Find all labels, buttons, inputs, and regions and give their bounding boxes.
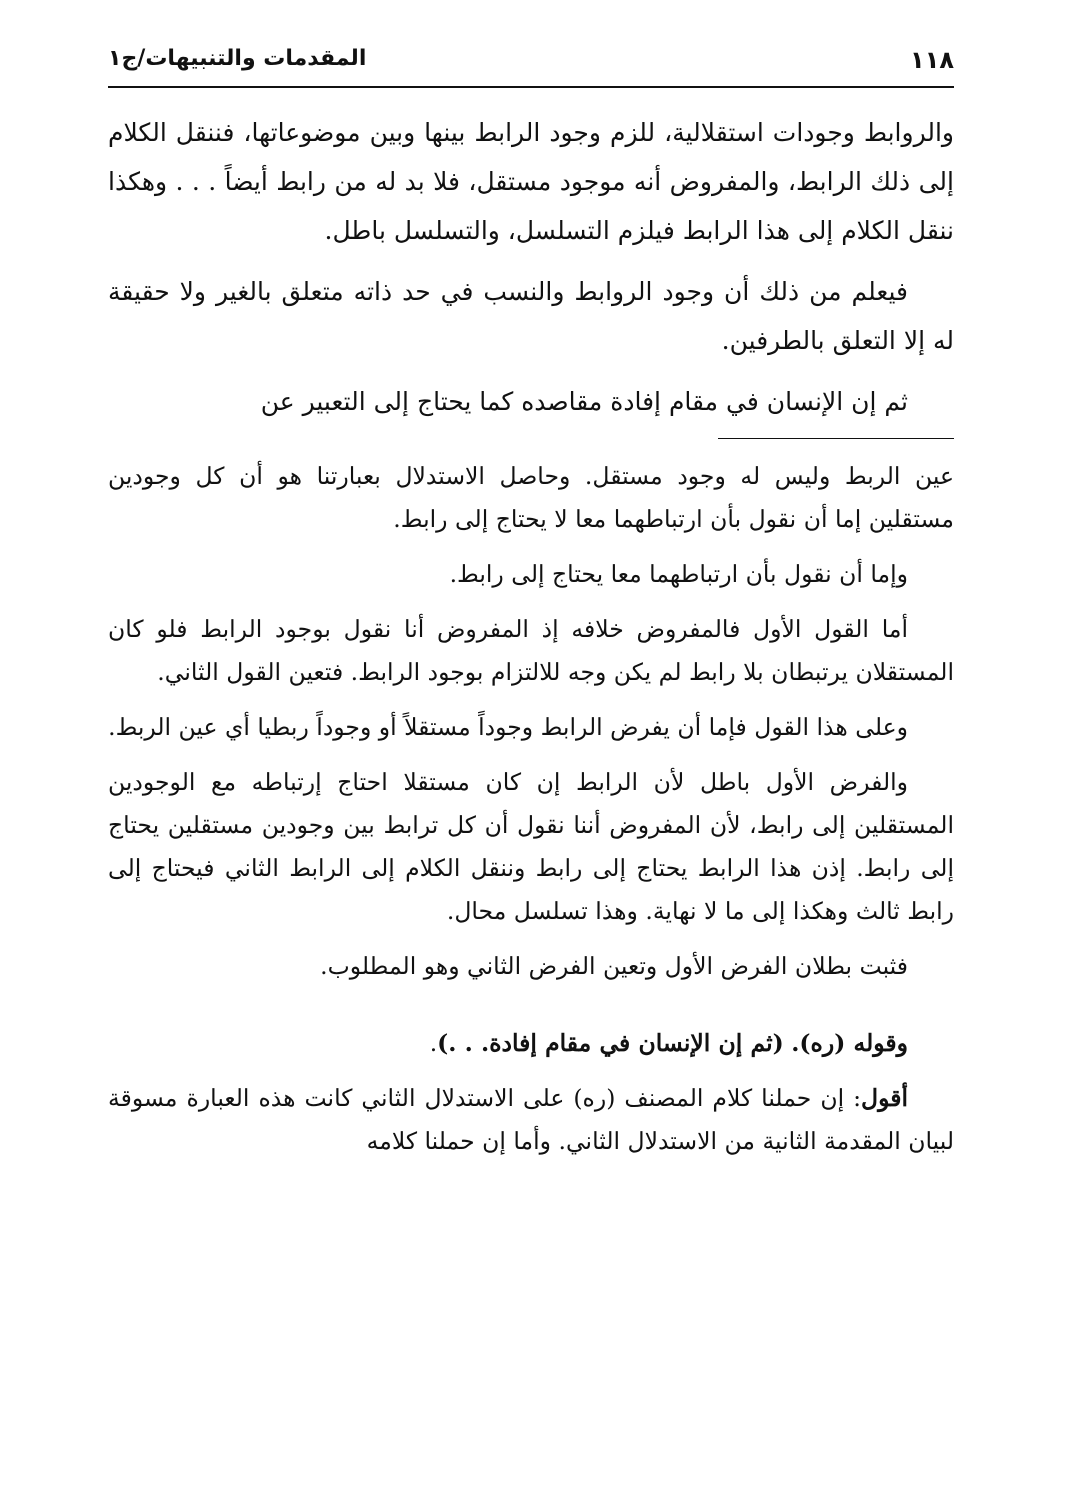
commentary-text (108, 455, 954, 1163)
main-paragraph-3: ثم إن الإنسان في مقام إفادة مقاصده كما يحتاج إلى التعبير عن (260, 387, 908, 416)
running-title: المقدمات والتنبيهات/ج١ (108, 46, 367, 71)
quote-text: (ثم إن الإنسان في مقام إفادة. . .) (437, 1029, 784, 1057)
commentary-paragraph-2: وإما أن نقول بأن ارتباطهما معا يحتاج إلى رابط. (449, 560, 908, 588)
page-number: ١١٨ (910, 46, 954, 74)
page-header (108, 40, 954, 88)
commentary-paragraph-5: والفرض الأول باطل لأن الرابط إن كان مستقلا احتاج إرتباطه مع الوجودين المستقلين إلى رابط، لأن المفروض أننا نقول أن كل ترابط بين وجودين مستقلين يحتاج إلى رابط. إذن هذا الرابط يحتاج إلى رابط وننقل الكلام إلى الرابط الثاني فيحتاج إلى رابط ثالث وهكذا إلى ما لا نهاية. وهذا تسلسل محال. (108, 768, 954, 925)
answer-paragraph (108, 1077, 954, 1163)
answer-label: أقول (861, 1084, 908, 1112)
main-paragraph-2: فيعلم من ذلك أن وجود الروابط والنسب في حد ذاته متعلق بالغير ولا حقيقة له إلا التعلق بالطرفين. (108, 277, 954, 355)
commentary-paragraph-1: عين الربط وليس له وجود مستقل. وحاصل الاستدلال بعبارتنا هو أن كل وجودين مستقلين إما أن نقول بأن ارتباطهما معا لا يحتاج إلى رابط. (108, 462, 954, 533)
book-page (108, 40, 954, 1175)
answer-text: : إن حملنا كلام المصنف (ره) على الاستدلال الثاني كانت هذه العبارة مسوقة لبيان المقدمة الثانية من الاستدلال الثاني. وأما إن حملنا كلامه (108, 1084, 954, 1155)
quote-line (108, 1022, 954, 1065)
section-spacer (108, 1000, 954, 1022)
commentary-paragraph-3: أما القول الأول فالمفروض خلافه إذ المفروض أنا نقول بوجود الرابط فلو كان المستقلان يرتبطان بلا رابط لم يكن وجه للالتزام بوجود الرابط. فتعين القول الثاني. (108, 615, 954, 686)
commentary-paragraph-6: فثبت بطلان الفرض الأول وتعين الفرض الثاني وهو المطلوب. (320, 952, 908, 980)
footnote-separator (718, 438, 954, 439)
quote-label: وقوله (ره). (791, 1029, 908, 1057)
main-text (108, 108, 954, 426)
main-paragraph-1: والروابط وجودات استقلالية، للزم وجود الرابط بينها وبين موضوعاتها، فننقل الكلام إلى ذلك الرابط، والمفروض أنه موجود مستقل، فلا بد له من رابط أيضاً . . . وهكذا ننقل الكلام إلى هذا الرابط فيلزم التسلسل، والتسلسل باطل. (108, 118, 954, 245)
quote-end: . (429, 1029, 438, 1057)
commentary-paragraph-4: وعلى هذا القول فإما أن يفرض الرابط وجوداً مستقلاً أو وجوداً ربطيا أي عين الربط. (108, 713, 908, 741)
